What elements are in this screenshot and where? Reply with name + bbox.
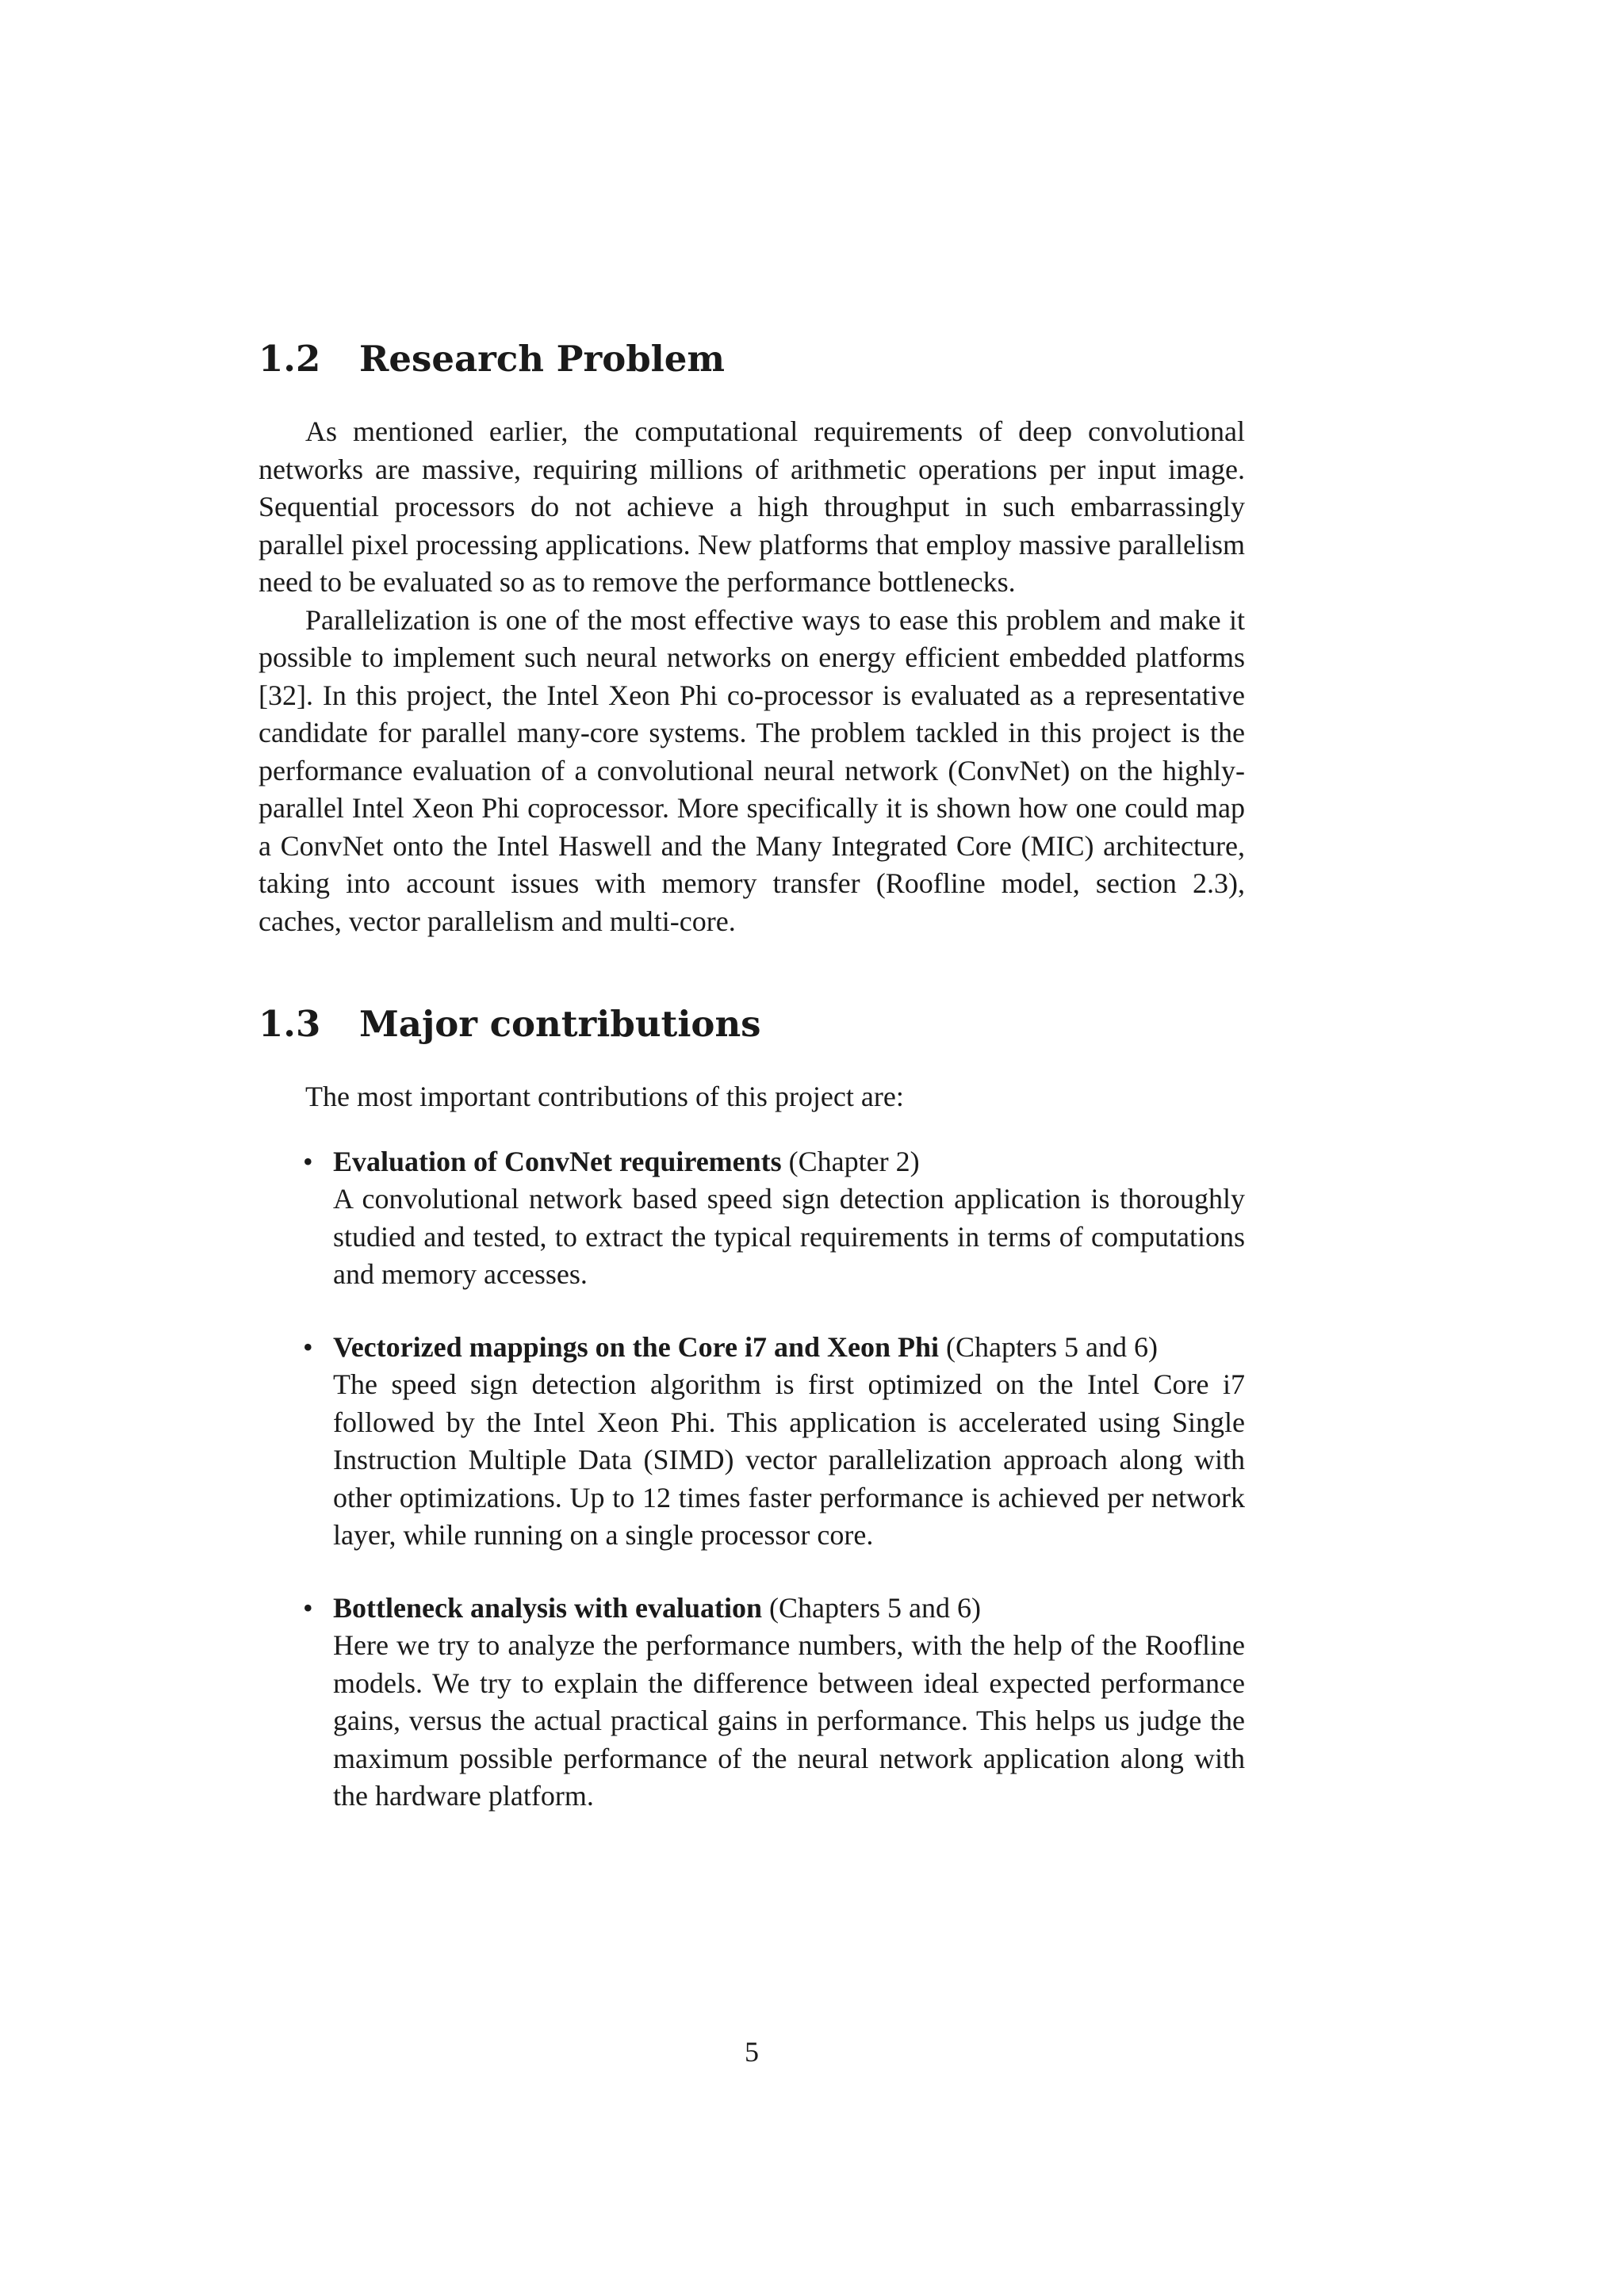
list-item xyxy=(259,1329,1245,1555)
contribution-ref: (Chapter 2) xyxy=(788,1145,920,1177)
contributions-list xyxy=(259,1143,1245,1816)
section-title: Major contributions xyxy=(359,1003,761,1045)
section-heading-major-contributions xyxy=(259,1002,1245,1047)
contribution-ref: (Chapters 5 and 6) xyxy=(946,1330,1158,1363)
list-item xyxy=(259,1590,1245,1816)
contribution-ref: (Chapters 5 and 6) xyxy=(769,1591,981,1624)
paragraph: As mentioned earlier, the computational requirements of deep convolutional networks are massive, requiring millions of arithmetic operations per input image. Sequential processors do not achieve a high throughput in such embarrassingly parallel pixel processing applications. New platforms that employ massive parallelism need to be evaluated so as to remove the performance bottlenecks. xyxy=(259,415,1245,598)
bullet-icon: • xyxy=(303,1145,313,1177)
contribution-body: A convolutional network based speed sign detection application is thoroughly studied and tested, to extract the typical requirements in terms of computations and memory accesses. xyxy=(333,1183,1245,1290)
contribution-title: Bottleneck analysis with evaluation xyxy=(333,1591,763,1624)
section-number: 1.2 xyxy=(259,338,321,380)
contribution-title: Evaluation of ConvNet requirements xyxy=(333,1145,782,1177)
section-number: 1.3 xyxy=(259,1003,321,1045)
contribution-body: The speed sign detection algorithm is first optimized on the Intel Core i7 followed by the Intel Xeon Phi. This application is accelerated using Single Instruction Multiple Data (SIMD) vector parallelization approach along with other optimizations. Up to 12 times faster performance is achieved per network layer, while running on a single processor core. xyxy=(333,1368,1245,1551)
contribution-title: Vectorized mappings on the Core i7 and Xeon Phi xyxy=(333,1330,940,1363)
section-title: Research Problem xyxy=(359,338,726,380)
page-number: 5 xyxy=(745,2036,759,2068)
contribution-body: Here we try to analyze the performance numbers, with the help of the Roofline models. We try to explain the difference between ideal expected performance gains, versus the actual practical gains in performance. This helps us judge the maximum possible performance of the neural network application along with the hardware platform. xyxy=(333,1629,1245,1812)
section-heading-research-problem xyxy=(259,337,1245,381)
page-content xyxy=(259,337,1245,1850)
paragraph: Parallelization is one of the most effective ways to ease this problem and make it possible to implement such neural networks on energy efficient embedded platforms [32]. In this project, the Intel Xeon Phi co-processor is evaluated as a representative candidate for parallel many-core systems. The problem tackled in this project is the performance evaluation of a convolutional neural network (ConvNet) on the highly-parallel Intel Xeon Phi coprocessor. More specifically it is shown how one could map a ConvNet onto the Intel Haswell and the Many Integrated Core (MIC) architecture, taking into account issues with memory transfer (Roofline model, section 2.3), caches, vector parallelism and multi-core. xyxy=(259,603,1245,937)
contributions-intro: The most important contributions of this project are: xyxy=(305,1081,904,1112)
bullet-icon: • xyxy=(303,1591,313,1624)
bullet-icon: • xyxy=(303,1330,313,1363)
list-item xyxy=(259,1143,1245,1294)
